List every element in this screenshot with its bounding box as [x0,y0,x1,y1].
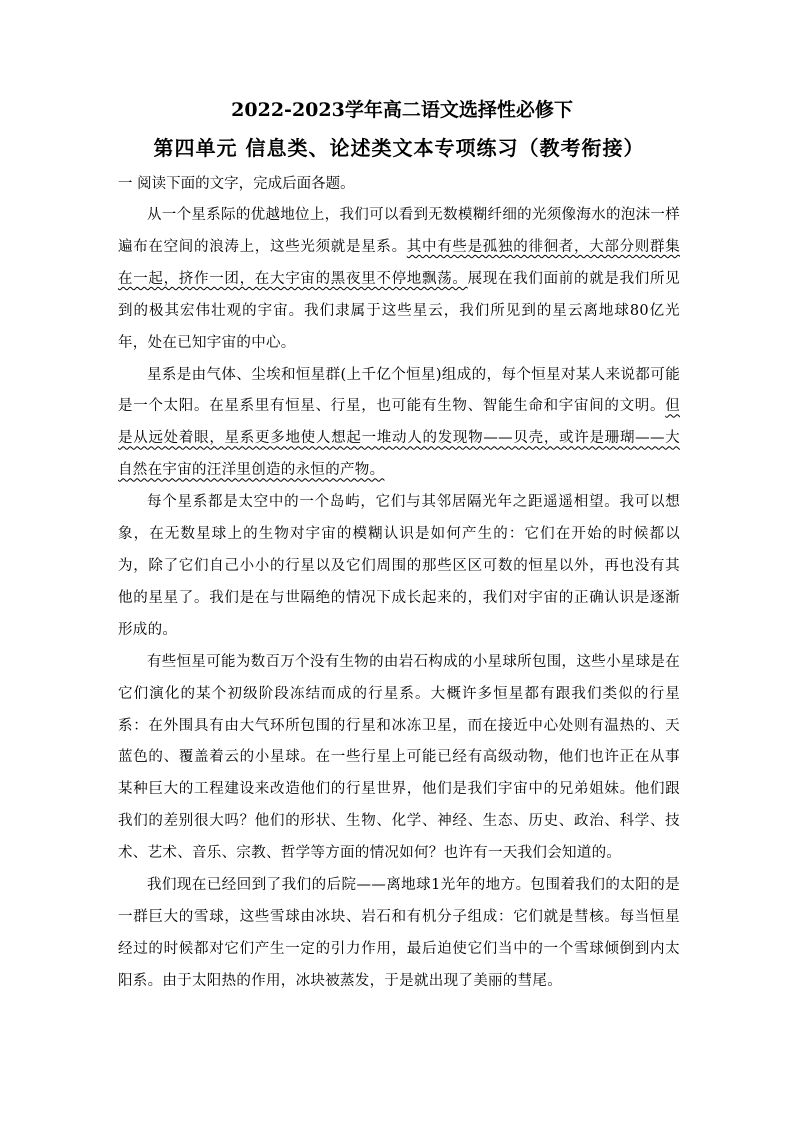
paragraph-text: 有些恒星可能为数百万个没有生物的由岩石构成的小星球所包围，这些小星球是在它们演化的某个初级阶段冻结而成的行星系。大概许多恒星都有跟我们类似的行星系：在外围具有由大气环所包围的行星和冰冻卫星，而在接近中心处则有温热的、天蓝色的、覆盖着云的小星球。在一些行星上可能已经有高级动物，他们也许正在从事某种巨大的工程建设来改造他们的行星世界，他们是我们宇宙中的兄弟姐妹。他们跟我们的差别很大吗？他们的形状、生物、化学、神经、生态、历史、政治、科学、技术、艺术、音乐、宗教、哲学等方面的情况如何？也许有一天我们会知道的。 [118,653,680,862]
paragraph-1 [118,200,680,360]
paragraph-5 [118,870,680,998]
underlined-sentence: 但是从远处着眼，星系更多地使人想起一堆动人的发现物——贝壳，或许是珊瑚——大自然在宇宙的汪洋里创造的永恒的产物。 [118,398,680,479]
section-heading: 一 阅读下面的文字，完成后面各题。 [118,176,355,192]
document-title: 2022-2023学年高二语文选择性必修下 [231,99,573,121]
paragraph-3 [118,487,680,647]
paragraph-2 [118,360,680,488]
paragraph-text: 从一个星系际的优越地位上，我们可以看到无数模糊纤细的光须像海水的泡沫一样遍布在空间的浪涛上，这些光须就是星系。 [118,207,680,255]
underlined-sentence: 其中有些是孤独的徘徊者，大部分则群集在一起，挤作一团，在大宇宙的黑夜里不停地飘荡。 [118,238,680,287]
paragraph-text: 星系是由气体、尘埃和恒星群(上千亿个恒星)组成的，每个恒星对某人来说都可能是一个太阳。在星系里有恒星、行星，也可能有生物、智能生命和宇宙间的文明。 [118,366,680,415]
paragraph-text: 我们现在已经回到了我们的后院——离地球1光年的地方。包围着我们的太阳的是一群巨大的雪球，这些雪球由冰块、岩石和有机分子组成：它们就是彗核。每当恒星经过的时候都对它们产生一定的引力作用，最后迫使它们当中的一个雪球倾倒到内太阳系。由于太阳热的作用，冰块被蒸发，于是就出现了美丽的彗尾。 [118,877,680,989]
paragraph-text: 每个星系都是太空中的一个岛屿，它们与其邻居隔光年之距遥遥相望。我可以想象，在无数星球上的生物对宇宙的模糊认识是如何产生的：它们在开始的时候都以为，除了它们自己小小的行星以及它们周围的那些区区可数的恒星以外，再也没有其他的星星了。我们是在与世隔绝的情况下成长起来的，我们对宇宙的正确认识是逐渐形成的。 [118,494,680,638]
paragraph-text: 展现在我们面前的就是我们所见到的极其宏伟壮观的宇宙。我们隶属于这些星云，我们所见到的星云离地球80亿光年，处在已知宇宙的中心。 [118,270,680,351]
document-subtitle: 第四单元 信息类、论述类文本专项练习（教考衔接） [153,136,645,160]
paragraph-4 [118,647,680,870]
